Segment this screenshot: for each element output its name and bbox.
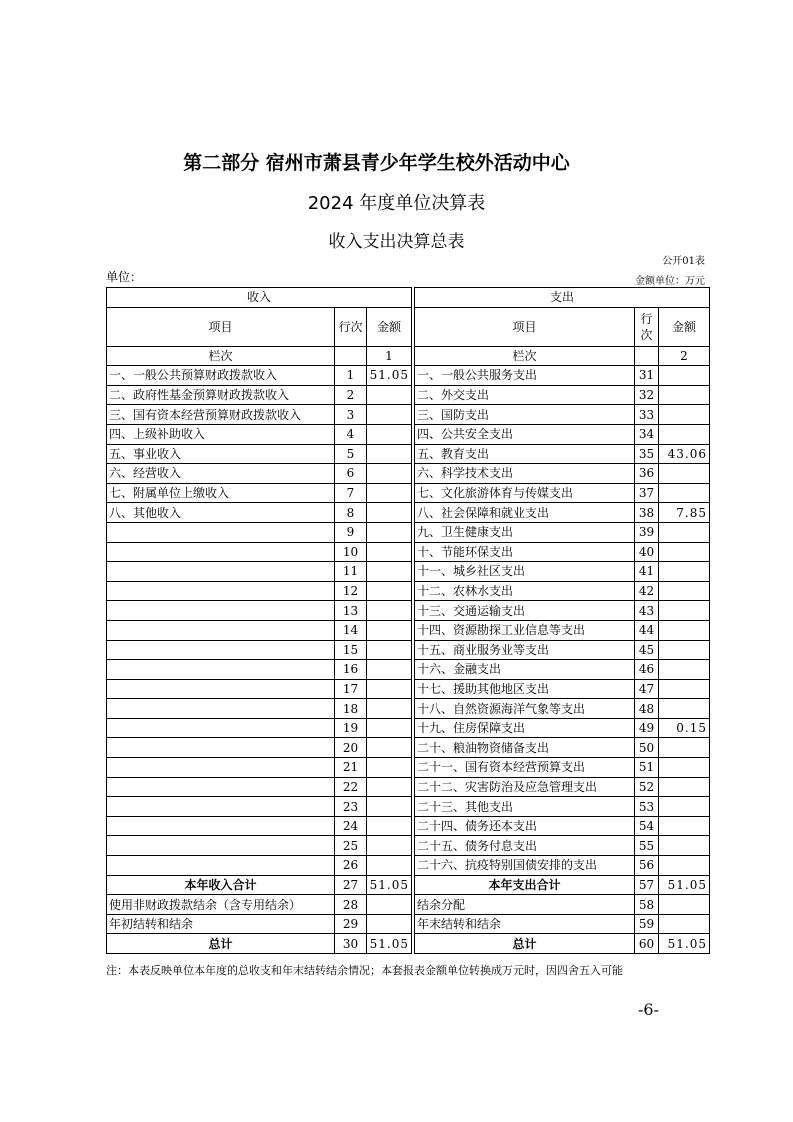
income-item-cell: 二、政府性基金预算财政拨款收入 bbox=[107, 385, 335, 405]
income-line-cell: 21 bbox=[335, 758, 367, 778]
income-amount-cell bbox=[367, 405, 412, 425]
expense-item-cell: 十八、自然资源海洋气象等支出 bbox=[415, 699, 635, 719]
income-item-cell: 本年收入合计 bbox=[107, 875, 335, 895]
income-header: 收入 bbox=[107, 288, 412, 308]
expense-item-cell: 二十四、债务还本支出 bbox=[415, 816, 635, 836]
income-line-cell: 11 bbox=[335, 562, 367, 582]
income-amount-cell bbox=[367, 444, 412, 464]
income-item-cell: 三、国有资本经营预算财政拨款收入 bbox=[107, 405, 335, 425]
expense-item-cell: 九、卫生健康支出 bbox=[415, 522, 635, 542]
expense-line-cell: 40 bbox=[635, 542, 659, 562]
expense-item-cell: 二十二、灾害防治及应急管理支出 bbox=[415, 777, 635, 797]
expense-line-cell: 42 bbox=[635, 581, 659, 601]
income-amount-cell bbox=[367, 542, 412, 562]
income-amount-cell bbox=[367, 562, 412, 582]
income-line-cell: 13 bbox=[335, 601, 367, 621]
income-amount-cell bbox=[367, 522, 412, 542]
expense-item-cell: 本年支出合计 bbox=[415, 875, 635, 895]
expense-line-cell: 49 bbox=[635, 718, 659, 738]
table-row bbox=[107, 562, 710, 582]
expense-item-cell: 八、社会保障和就业支出 bbox=[415, 503, 635, 523]
expense-line-cell: 54 bbox=[635, 816, 659, 836]
expense-amount-cell bbox=[659, 797, 710, 817]
expense-line-cell: 55 bbox=[635, 836, 659, 856]
total-row bbox=[107, 914, 710, 934]
expense-item-cell: 十一、城乡社区支出 bbox=[415, 562, 635, 582]
expense-line-header: 行 次 bbox=[635, 307, 659, 346]
expense-line-cell: 51 bbox=[635, 758, 659, 778]
expense-line-cell: 56 bbox=[635, 856, 659, 876]
table-row bbox=[107, 483, 710, 503]
amount-unit: 金额单位：万元 bbox=[635, 276, 705, 287]
expense-item-cell: 年末结转和结余 bbox=[415, 914, 635, 934]
income-amount-cell bbox=[367, 758, 412, 778]
total-row bbox=[107, 895, 710, 915]
expense-line-cell: 52 bbox=[635, 777, 659, 797]
report-year-title: 2024 年度单位决算表 bbox=[307, 193, 486, 214]
income-line-cell: 20 bbox=[335, 738, 367, 758]
income-line-cell: 1 bbox=[335, 366, 367, 386]
expense-amount-cell bbox=[659, 777, 710, 797]
income-item-cell bbox=[107, 718, 335, 738]
table-row bbox=[107, 385, 710, 405]
unit-label: 单位： bbox=[106, 270, 143, 284]
expense-amount-cell bbox=[659, 522, 710, 542]
expense-line-cell: 45 bbox=[635, 640, 659, 660]
expense-amount-cell bbox=[659, 601, 710, 621]
expense-item-cell: 二十一、国有资本经营预算支出 bbox=[415, 758, 635, 778]
expense-amount-header: 金额 bbox=[659, 307, 710, 346]
expense-item-header: 项目 bbox=[415, 307, 635, 346]
income-item-cell: 七、附属单位上缴收入 bbox=[107, 483, 335, 503]
table-row bbox=[107, 424, 710, 444]
total-row bbox=[107, 875, 710, 895]
income-amount-cell bbox=[367, 718, 412, 738]
expense-amount-cell bbox=[659, 424, 710, 444]
income-item-cell bbox=[107, 620, 335, 640]
income-line-cell: 15 bbox=[335, 640, 367, 660]
income-amount-cell bbox=[367, 464, 412, 484]
income-line-cell: 7 bbox=[335, 483, 367, 503]
expense-line-cell: 50 bbox=[635, 738, 659, 758]
expense-amount-cell: 51.05 bbox=[659, 875, 710, 895]
column-label-row bbox=[107, 346, 710, 366]
expense-amount-cell bbox=[659, 366, 710, 386]
income-amount-header: 金额 bbox=[367, 307, 412, 346]
table-row bbox=[107, 836, 710, 856]
expense-item-cell: 十三、交通运输支出 bbox=[415, 601, 635, 621]
table-row bbox=[107, 660, 710, 680]
table-row bbox=[107, 856, 710, 876]
expense-item-cell: 二十三、其他支出 bbox=[415, 797, 635, 817]
income-item-cell bbox=[107, 679, 335, 699]
income-line-cell: 5 bbox=[335, 444, 367, 464]
expense-line-cell: 37 bbox=[635, 483, 659, 503]
expense-item-cell: 五、教育支出 bbox=[415, 444, 635, 464]
table-row bbox=[107, 522, 710, 542]
income-amount-cell bbox=[367, 581, 412, 601]
table-row bbox=[107, 797, 710, 817]
income-line-cell: 6 bbox=[335, 464, 367, 484]
expense-item-cell: 十六、金融支出 bbox=[415, 660, 635, 680]
expense-line-cell: 47 bbox=[635, 679, 659, 699]
income-item-cell: 六、经营收入 bbox=[107, 464, 335, 484]
expense-item-cell: 十二、农林水支出 bbox=[415, 581, 635, 601]
expense-amount-cell bbox=[659, 914, 710, 934]
table-row bbox=[107, 581, 710, 601]
expense-item-cell: 二、外交支出 bbox=[415, 385, 635, 405]
income-line-cell: 3 bbox=[335, 405, 367, 425]
income-item-cell bbox=[107, 601, 335, 621]
expense-amount-cell: 7.85 bbox=[659, 503, 710, 523]
expense-amount-cell bbox=[659, 836, 710, 856]
income-line-header: 行次 bbox=[335, 307, 367, 346]
table-row bbox=[107, 777, 710, 797]
expense-item-cell: 七、文化旅游体育与传媒支出 bbox=[415, 483, 635, 503]
expense-line-cell: 32 bbox=[635, 385, 659, 405]
expense-amount-cell bbox=[659, 895, 710, 915]
income-item-cell: 四、上级补助收入 bbox=[107, 424, 335, 444]
income-line-cell: 4 bbox=[335, 424, 367, 444]
expense-amount-cell bbox=[659, 620, 710, 640]
income-item-cell bbox=[107, 581, 335, 601]
expense-amount-cell bbox=[659, 542, 710, 562]
table-row bbox=[107, 816, 710, 836]
income-line-cell: 28 bbox=[335, 895, 367, 915]
income-item-cell bbox=[107, 660, 335, 680]
income-item-cell: 年初结转和结余 bbox=[107, 914, 335, 934]
income-line-cell: 29 bbox=[335, 914, 367, 934]
table-row bbox=[107, 699, 710, 719]
income-item-cell: 一、一般公共预算财政拨款收入 bbox=[107, 366, 335, 386]
expense-amount-cell: 43.06 bbox=[659, 444, 710, 464]
footnote: 注：本表反映单位本年度的总收支和年末结转结余情况；本套报表金额单位转换成万元时，因四舍五入可能 bbox=[106, 964, 623, 977]
income-amount-cell bbox=[367, 679, 412, 699]
income-amount-cell: 51.05 bbox=[367, 934, 412, 954]
income-line-cell: 18 bbox=[335, 699, 367, 719]
expense-item-cell: 结余分配 bbox=[415, 895, 635, 915]
table-row bbox=[107, 758, 710, 778]
income-item-cell bbox=[107, 816, 335, 836]
expense-amount-cell bbox=[659, 679, 710, 699]
income-item-cell bbox=[107, 522, 335, 542]
expense-header: 支出 bbox=[415, 288, 710, 308]
expense-line-cell: 53 bbox=[635, 797, 659, 817]
income-item-cell bbox=[107, 738, 335, 758]
expense-amount-cell bbox=[659, 385, 710, 405]
expense-item-cell: 二十五、债务付息支出 bbox=[415, 836, 635, 856]
total-row bbox=[107, 934, 710, 954]
table-row bbox=[107, 640, 710, 660]
page-number: -6- bbox=[638, 1000, 659, 1019]
table-row bbox=[107, 366, 710, 386]
income-line-cell: 8 bbox=[335, 503, 367, 523]
page-title: 第二部分 宿州市萧县青少年学生校外活动中心 bbox=[183, 152, 570, 174]
income-item-cell bbox=[107, 758, 335, 778]
expense-item-cell: 一、一般公共服务支出 bbox=[415, 366, 635, 386]
income-item-cell bbox=[107, 797, 335, 817]
expense-item-cell: 二十六、抗疫特别国债安排的支出 bbox=[415, 856, 635, 876]
expense-amount-cell bbox=[659, 405, 710, 425]
income-amount-cell bbox=[367, 385, 412, 405]
income-line-cell: 12 bbox=[335, 581, 367, 601]
column-header-row bbox=[107, 307, 710, 346]
income-amount-cell bbox=[367, 816, 412, 836]
expense-item-cell: 十七、援助其他地区支出 bbox=[415, 679, 635, 699]
income-line-cell: 10 bbox=[335, 542, 367, 562]
form-number: 公开01表 bbox=[662, 256, 705, 267]
expense-amount-cell bbox=[659, 758, 710, 778]
income-line-cell: 26 bbox=[335, 856, 367, 876]
expense-amount-cell bbox=[659, 464, 710, 484]
income-amount-cell bbox=[367, 640, 412, 660]
income-amount-cell bbox=[367, 699, 412, 719]
income-column-number: 1 bbox=[367, 346, 412, 366]
expense-amount-cell bbox=[659, 816, 710, 836]
income-item-header: 项目 bbox=[107, 307, 335, 346]
expense-item-cell: 十、节能环保支出 bbox=[415, 542, 635, 562]
expense-amount-cell bbox=[659, 699, 710, 719]
expense-column-label: 栏次 bbox=[415, 346, 635, 366]
income-amount-cell bbox=[367, 601, 412, 621]
table-row bbox=[107, 503, 710, 523]
income-item-cell bbox=[107, 699, 335, 719]
income-amount-cell bbox=[367, 483, 412, 503]
income-line-cell: 25 bbox=[335, 836, 367, 856]
income-amount-cell bbox=[367, 738, 412, 758]
income-amount-cell bbox=[367, 797, 412, 817]
expense-line-cell: 38 bbox=[635, 503, 659, 523]
expense-line-cell: 59 bbox=[635, 914, 659, 934]
expense-amount-cell bbox=[659, 562, 710, 582]
income-item-cell: 八、其他收入 bbox=[107, 503, 335, 523]
income-line-cell: 30 bbox=[335, 934, 367, 954]
expense-amount-cell bbox=[659, 660, 710, 680]
income-line-cell: 27 bbox=[335, 875, 367, 895]
table-row bbox=[107, 464, 710, 484]
expense-amount-cell bbox=[659, 483, 710, 503]
expense-line-cell: 36 bbox=[635, 464, 659, 484]
income-amount-cell bbox=[367, 836, 412, 856]
income-amount-cell bbox=[367, 914, 412, 934]
income-item-cell bbox=[107, 542, 335, 562]
table-row bbox=[107, 601, 710, 621]
expense-line-cell: 35 bbox=[635, 444, 659, 464]
income-item-cell: 总计 bbox=[107, 934, 335, 954]
income-expense-table bbox=[106, 287, 710, 954]
income-amount-cell bbox=[367, 777, 412, 797]
expense-amount-cell bbox=[659, 640, 710, 660]
expense-item-cell: 十四、资源勘探工业信息等支出 bbox=[415, 620, 635, 640]
income-amount-cell bbox=[367, 660, 412, 680]
table-row bbox=[107, 718, 710, 738]
income-line-cell: 14 bbox=[335, 620, 367, 640]
expense-line-cell: 48 bbox=[635, 699, 659, 719]
expense-item-cell: 十五、商业服务业等支出 bbox=[415, 640, 635, 660]
expense-amount-cell bbox=[659, 738, 710, 758]
income-amount-cell bbox=[367, 503, 412, 523]
income-item-cell: 五、事业收入 bbox=[107, 444, 335, 464]
table-row bbox=[107, 405, 710, 425]
table-row bbox=[107, 542, 710, 562]
income-item-cell bbox=[107, 777, 335, 797]
expense-amount-cell bbox=[659, 581, 710, 601]
income-amount-cell bbox=[367, 424, 412, 444]
expense-line-cell: 58 bbox=[635, 895, 659, 915]
income-line-cell: 23 bbox=[335, 797, 367, 817]
expense-item-cell: 二十、粮油物资储备支出 bbox=[415, 738, 635, 758]
income-amount-cell bbox=[367, 620, 412, 640]
table-row bbox=[107, 738, 710, 758]
expense-line-cell: 57 bbox=[635, 875, 659, 895]
expense-item-cell: 三、国防支出 bbox=[415, 405, 635, 425]
income-line-cell: 24 bbox=[335, 816, 367, 836]
income-amount-cell bbox=[367, 856, 412, 876]
income-amount-cell bbox=[367, 895, 412, 915]
income-line-cell: 2 bbox=[335, 385, 367, 405]
income-item-cell bbox=[107, 562, 335, 582]
income-item-cell: 使用非财政拨款结余（含专用结余） bbox=[107, 895, 335, 915]
income-line-cell: 16 bbox=[335, 660, 367, 680]
expense-item-cell: 四、公共安全支出 bbox=[415, 424, 635, 444]
expense-line-cell: 60 bbox=[635, 934, 659, 954]
expense-line-cell: 41 bbox=[635, 562, 659, 582]
expense-amount-cell: 0.15 bbox=[659, 718, 710, 738]
expense-line-cell: 43 bbox=[635, 601, 659, 621]
income-amount-cell: 51.05 bbox=[367, 366, 412, 386]
expense-line-cell: 44 bbox=[635, 620, 659, 640]
expense-line-cell: 31 bbox=[635, 366, 659, 386]
table-row bbox=[107, 679, 710, 699]
expense-column-number: 2 bbox=[659, 346, 710, 366]
table-row bbox=[107, 620, 710, 640]
income-line-cell: 9 bbox=[335, 522, 367, 542]
expense-amount-cell: 51.05 bbox=[659, 934, 710, 954]
table-row bbox=[107, 444, 710, 464]
income-item-cell bbox=[107, 640, 335, 660]
expense-line-cell: 46 bbox=[635, 660, 659, 680]
expense-amount-cell bbox=[659, 856, 710, 876]
expense-line-cell: 39 bbox=[635, 522, 659, 542]
expense-line-cell: 34 bbox=[635, 424, 659, 444]
expense-item-cell: 十九、住房保障支出 bbox=[415, 718, 635, 738]
income-line-cell: 22 bbox=[335, 777, 367, 797]
section-header-row bbox=[107, 288, 710, 308]
income-amount-cell: 51.05 bbox=[367, 875, 412, 895]
expense-line-cell: 33 bbox=[635, 405, 659, 425]
income-column-label: 栏次 bbox=[107, 346, 335, 366]
income-line-cell: 17 bbox=[335, 679, 367, 699]
income-line-cell: 19 bbox=[335, 718, 367, 738]
income-item-cell bbox=[107, 856, 335, 876]
table-title: 收入支出决算总表 bbox=[328, 232, 465, 252]
expense-item-cell: 六、科学技术支出 bbox=[415, 464, 635, 484]
income-item-cell bbox=[107, 836, 335, 856]
expense-item-cell: 总计 bbox=[415, 934, 635, 954]
